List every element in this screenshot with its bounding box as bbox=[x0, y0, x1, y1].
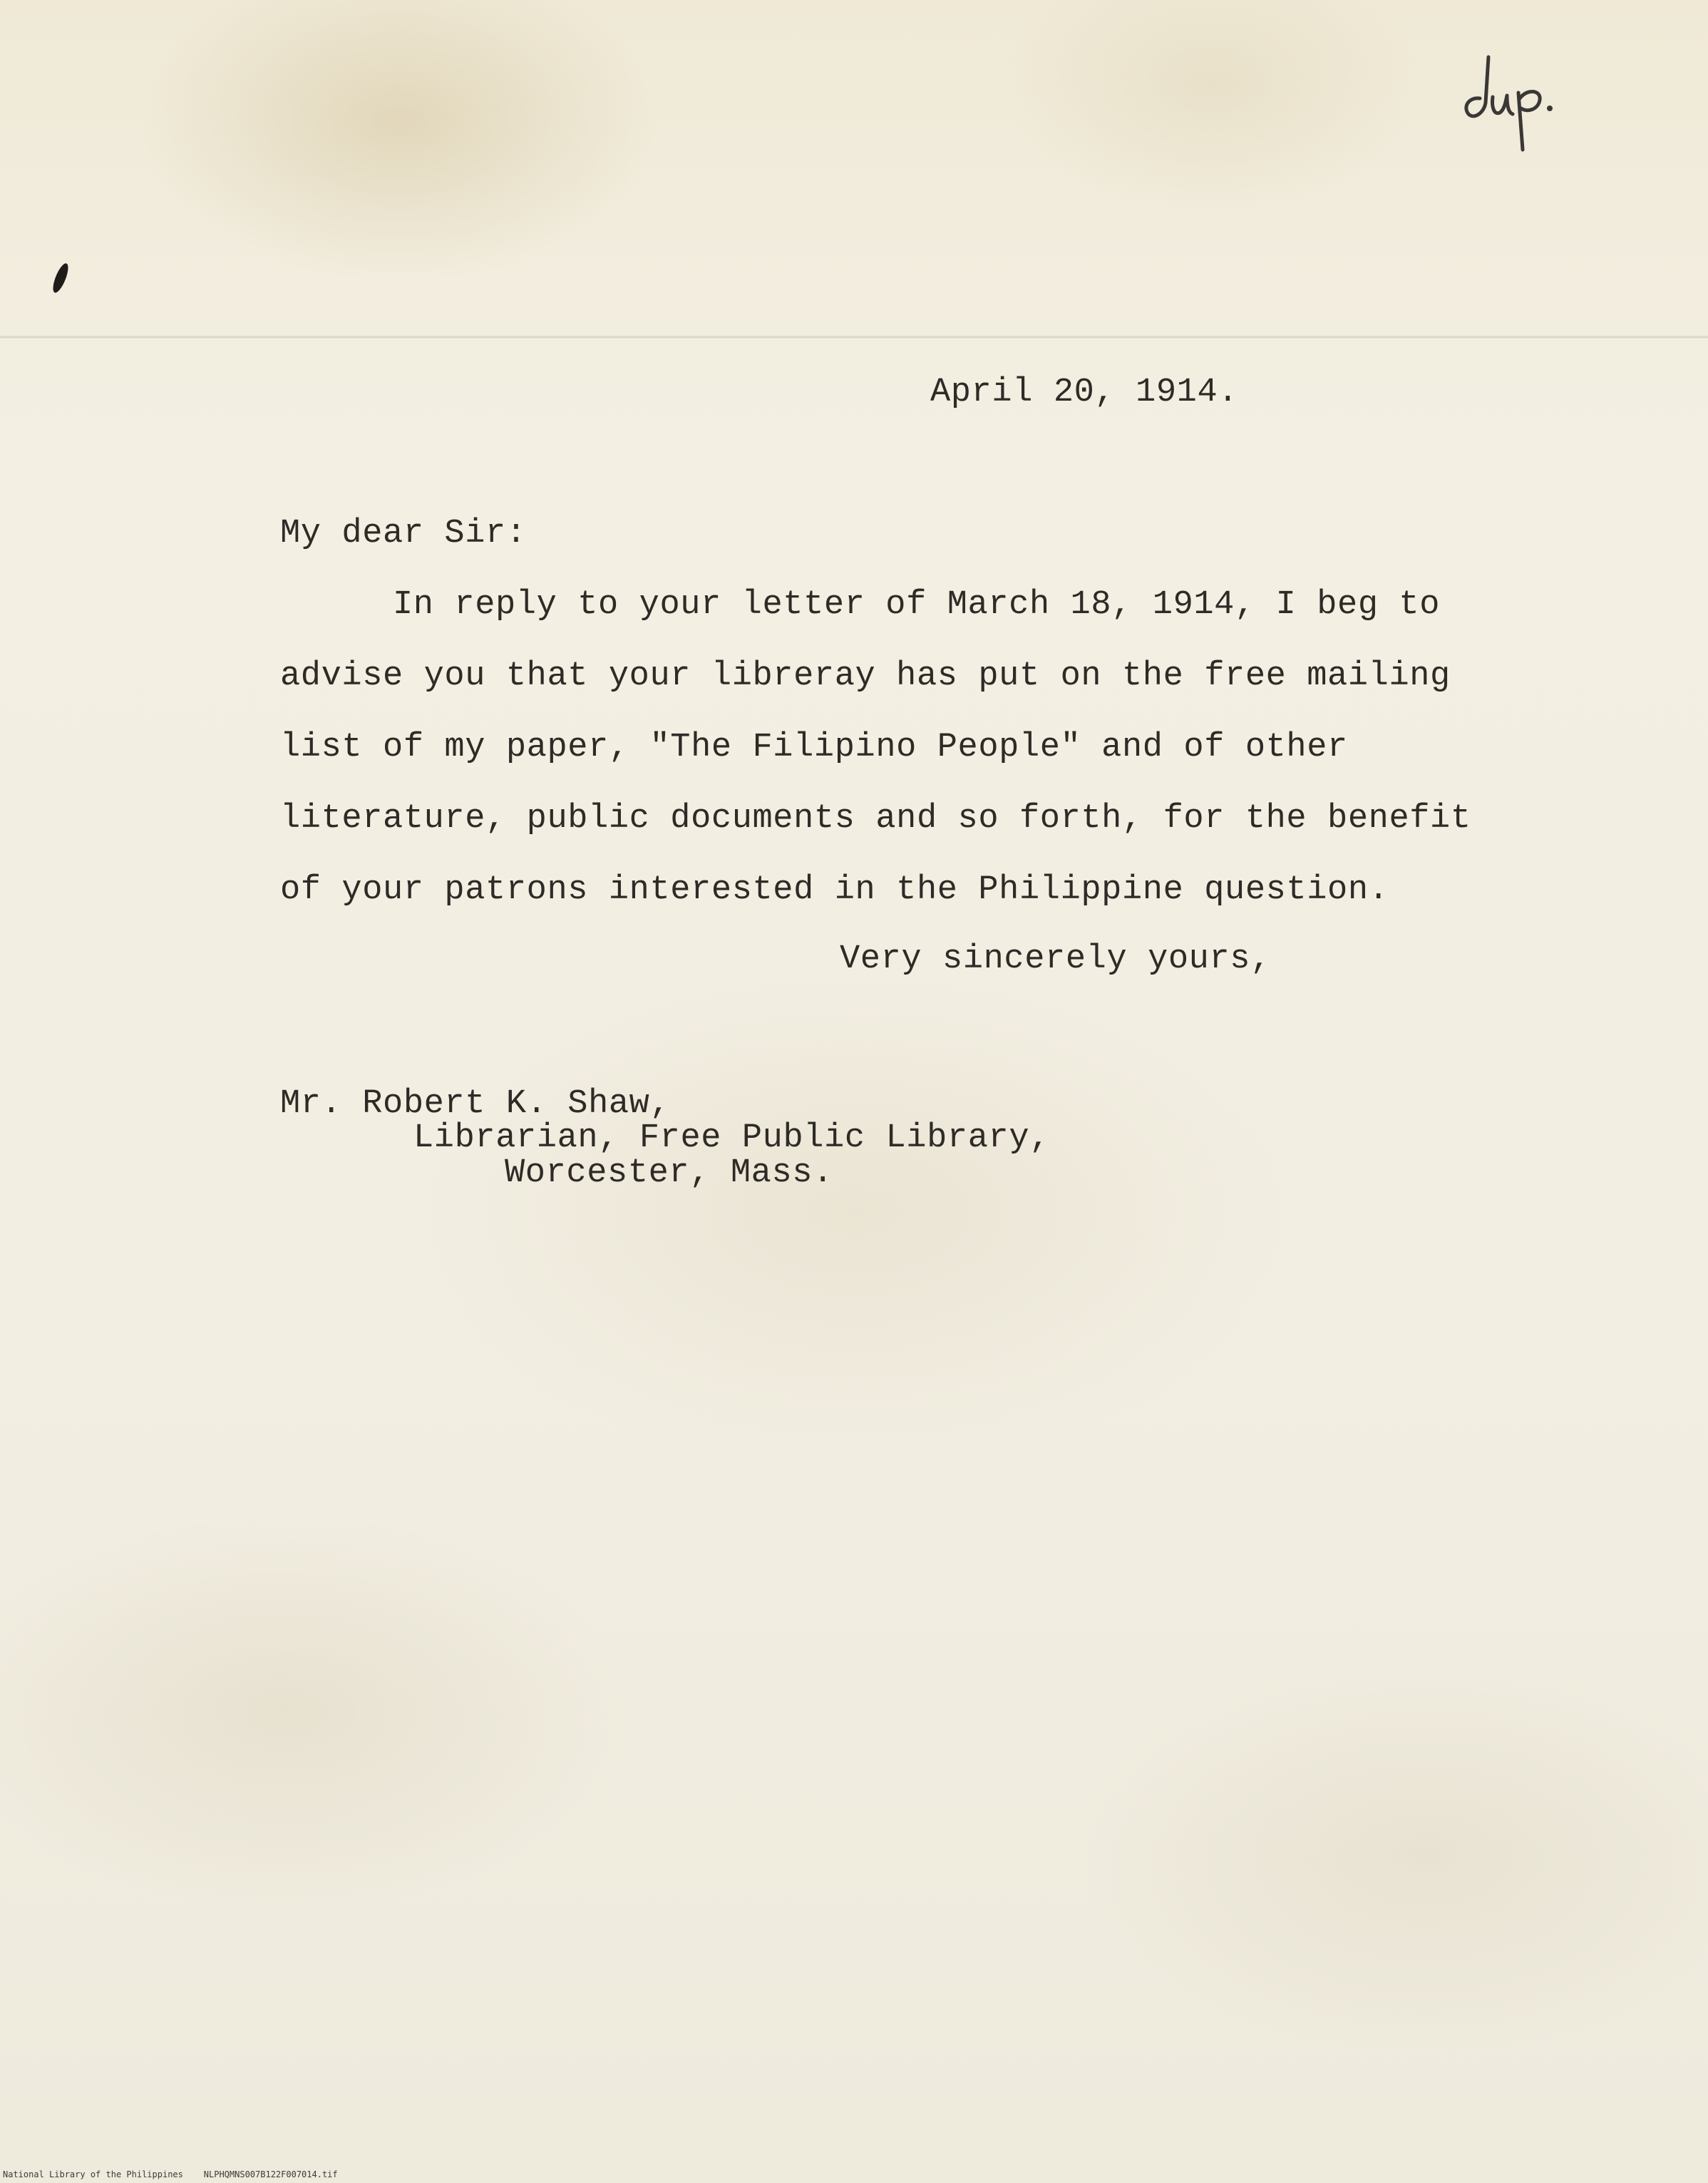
ink-mark bbox=[50, 262, 71, 294]
body-line: In reply to your letter of March 18, 1914, I beg to bbox=[393, 586, 1441, 624]
paper-fold-line bbox=[0, 335, 1708, 339]
scan-footer bbox=[3, 2170, 338, 2179]
body-line: advise you that your libreray has put on the free mailing bbox=[280, 657, 1451, 695]
recipient-name: Mr. Robert K. Shaw, bbox=[280, 1085, 671, 1123]
salutation: My dear Sir: bbox=[280, 515, 527, 553]
recipient-title: Librarian, Free Public Library, bbox=[413, 1119, 1050, 1157]
body-line: of your patrons interested in the Philippine question. bbox=[280, 871, 1389, 909]
body-line: list of my paper, "The Filipino People" and of other bbox=[280, 729, 1348, 766]
body-line: literature, public documents and so forth, for the benefit bbox=[280, 800, 1471, 838]
complimentary-closing: Very sincerely yours, bbox=[840, 940, 1271, 978]
handwritten-annotation bbox=[1453, 29, 1581, 157]
letter-date: April 20, 1914. bbox=[930, 374, 1239, 411]
footer-filename: NLPHQMNS007B122F007014.tif bbox=[203, 2169, 338, 2179]
recipient-location: Worcester, Mass. bbox=[505, 1154, 833, 1192]
letter-body bbox=[280, 588, 1592, 945]
footer-source: National Library of the Philippines bbox=[3, 2169, 183, 2179]
